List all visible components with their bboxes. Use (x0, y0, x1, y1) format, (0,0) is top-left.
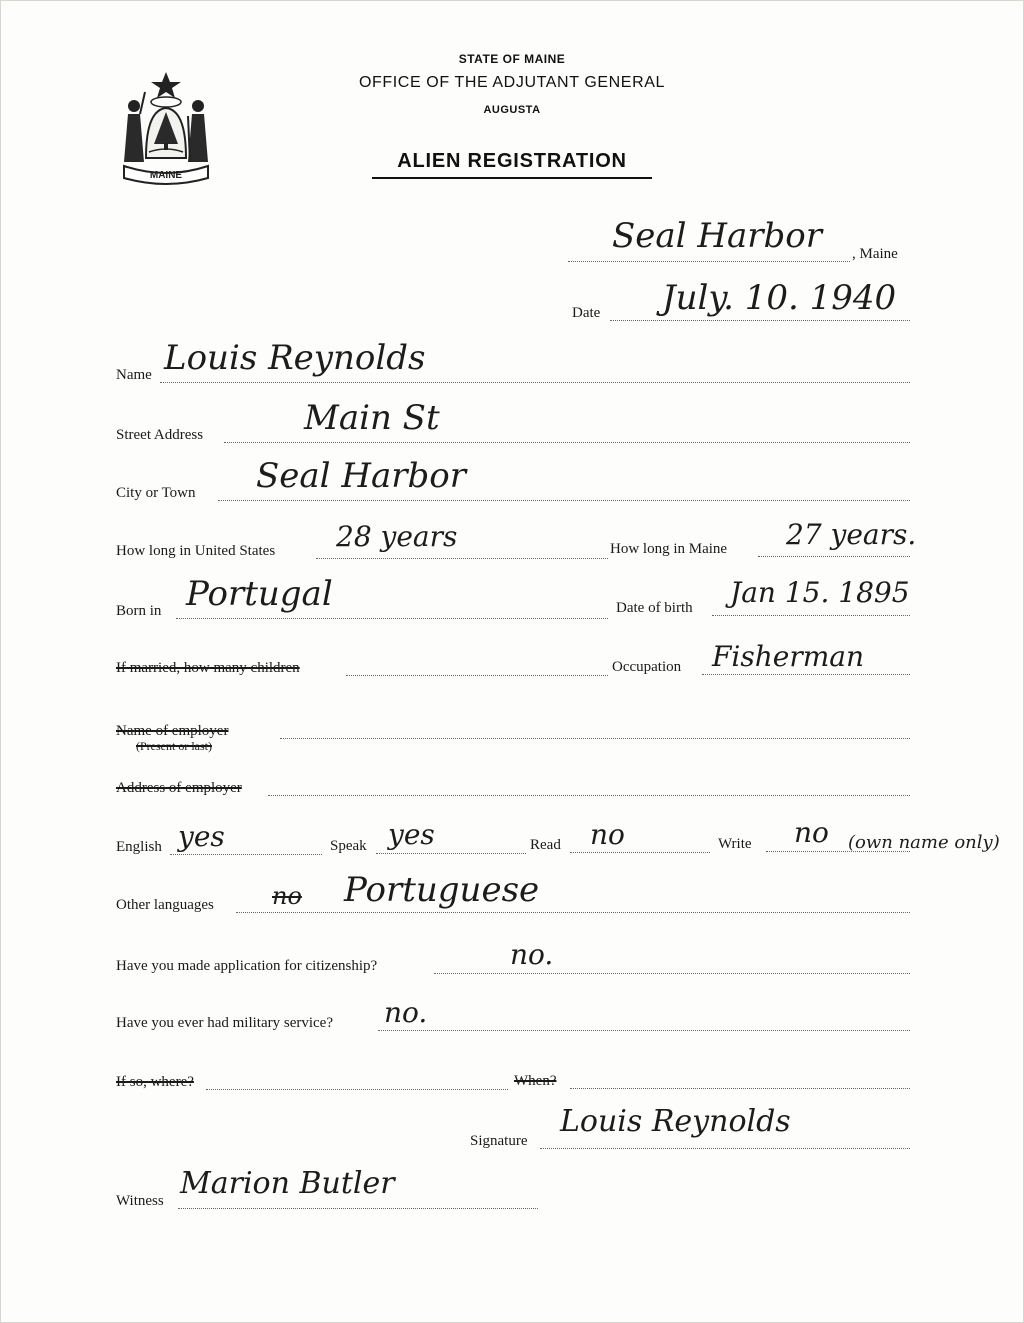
place-value: Seal Harbor (612, 216, 823, 256)
children-line (346, 675, 608, 676)
city-label: City or Town (116, 485, 196, 501)
citizenship-value: no. (510, 938, 554, 971)
how-long-maine-label: How long in Maine (610, 541, 728, 557)
name-value: Louis Reynolds (164, 338, 426, 378)
children-label: If married, how many children (116, 660, 300, 676)
occupation-value: Fisherman (712, 640, 865, 673)
english-line (170, 854, 322, 855)
header-city: AUGUSTA (483, 104, 541, 116)
city-line (218, 500, 910, 501)
read-label: Read (530, 837, 561, 853)
read-line (570, 852, 710, 853)
employer-label: Name of employer (116, 723, 229, 739)
witness-value: Marion Butler (180, 1166, 395, 1201)
header-state: STATE OF MAINE (458, 52, 566, 66)
citizenship-label: Have you made application for citizenship? (116, 958, 378, 974)
speak-line (376, 853, 526, 854)
header-office: OFFICE OF THE ADJUTANT GENERAL (358, 74, 666, 91)
employer-sublabel: (Present or last) (136, 739, 212, 753)
write-label: Write (718, 836, 752, 852)
employer-address-label: Address of employer (116, 780, 242, 796)
write-value: no (794, 816, 829, 849)
street-label: Street Address (116, 427, 204, 443)
other-languages-line (236, 912, 910, 913)
where-label: If so, where? (116, 1074, 194, 1090)
how-long-us-label: How long in United States (116, 543, 276, 559)
street-value: Main St (304, 398, 440, 438)
other-languages-value: Portuguese (344, 870, 540, 910)
when-label: When? (514, 1073, 557, 1089)
employer-address-line (268, 795, 910, 796)
english-label: English (116, 839, 162, 855)
seal-banner-text: MAINE (149, 170, 183, 181)
date-value: July. 10. 1940 (662, 278, 897, 318)
military-value: no. (384, 996, 428, 1029)
occupation-label: Occupation (612, 659, 682, 675)
dob-label: Date of birth (616, 600, 693, 616)
signature-value: Louis Reynolds (560, 1104, 791, 1139)
military-label: Have you ever had military service? (116, 1015, 333, 1031)
form-title: ALIEN REGISTRATION (397, 150, 627, 172)
write-note: (own name only) (848, 832, 1000, 853)
signature-label: Signature (470, 1133, 528, 1149)
other-languages-struck: no (272, 882, 302, 910)
citizenship-line (434, 973, 910, 974)
where-line (206, 1089, 508, 1090)
born-in-value: Portugal (186, 574, 333, 614)
name-line (160, 382, 910, 383)
other-languages-label: Other languages (116, 897, 214, 913)
born-in-line (176, 618, 608, 619)
english-value: yes (178, 820, 225, 853)
dob-line (712, 615, 910, 616)
place-suffix: , Maine (852, 246, 898, 262)
military-line (378, 1030, 910, 1031)
date-line (610, 320, 910, 321)
date-label: Date (572, 305, 601, 321)
read-value: no (590, 818, 625, 851)
place-line (568, 261, 850, 262)
occupation-line (702, 674, 910, 675)
title-underline (372, 177, 652, 179)
speak-value: yes (388, 818, 435, 851)
how-long-maine-line (758, 556, 910, 557)
signature-line (540, 1148, 910, 1149)
witness-line (178, 1208, 538, 1209)
born-in-label: Born in (116, 603, 162, 619)
how-long-maine-value: 27 years. (786, 518, 917, 551)
name-label: Name (116, 367, 152, 383)
speak-label: Speak (330, 838, 367, 854)
dob-value: Jan 15. 1895 (730, 576, 910, 609)
how-long-us-value: 28 years (336, 520, 458, 553)
how-long-us-line (316, 558, 608, 559)
street-line (224, 442, 910, 443)
employer-line (280, 738, 910, 739)
witness-label: Witness (116, 1193, 164, 1209)
when-line (570, 1088, 910, 1089)
city-value: Seal Harbor (256, 456, 467, 496)
